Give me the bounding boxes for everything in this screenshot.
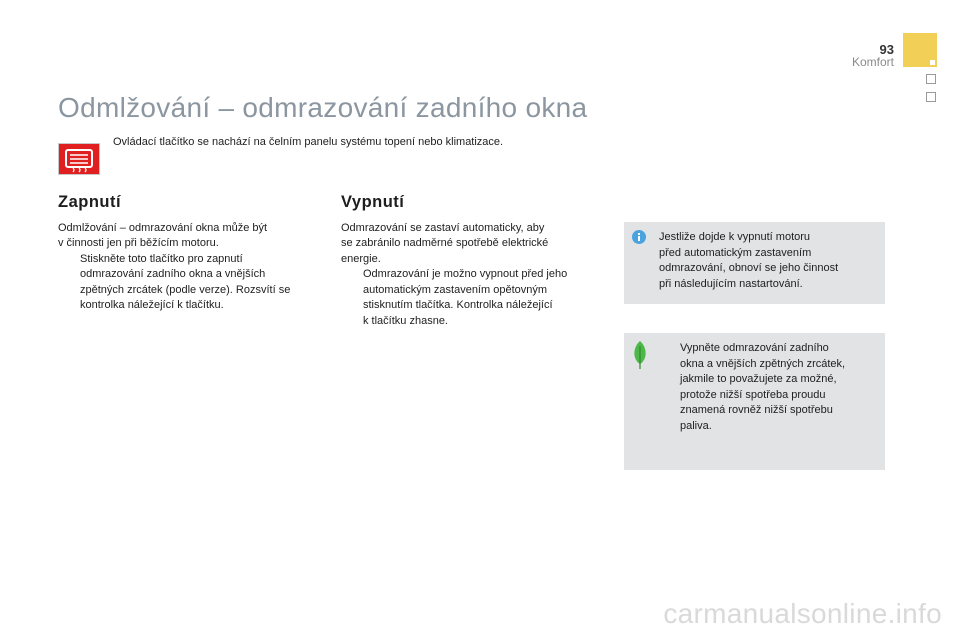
zapnuti-heading: Zapnutí [58,193,122,211]
zapnuti-bullet: Stiskněte toto tlačítko pro zapnutí odmrazování zadního okna a vnějších zpětných zrcátek (podle verze). Rozsvítí se kontrolka náležející k tlačítku. [80,252,291,311]
info-icon [632,230,646,244]
vypnuti-text: se zabránilo nadměrné spotřebě elektrické [341,237,549,249]
intro-text: Ovládací tlačítko se nachází na čelním panelu systému topení nebo klimatizace. [113,136,504,148]
info-note-text: Jestliže dojde k vypnutí motoru [659,231,811,243]
eco-note-text: okna a vnějších zpětných zrcátek, [680,357,846,370]
section-name: Komfort [851,55,894,69]
info-note-text: před automatickým zastavením [659,246,812,259]
chapter-tab-active[interactable] [903,33,937,67]
eco-note-text: protože nižší spotřeba proudu [680,388,826,401]
vypnuti-bullet: Odmrazování je možno vypnout před jeho automatickým zastavením opětovným stisknutím tlačítka. Kontrolka náležející k tlačítku zhasne. [363,268,568,327]
chapter-tab[interactable] [926,74,936,84]
info-note-box [624,222,885,304]
leaf-icon [632,340,648,370]
zapnuti-section [58,195,328,314]
info-note-text: při následujícím nastartování. [659,277,803,290]
rear-defrost-button-image [58,143,100,175]
vypnuti-section [341,195,606,329]
watermark: carmanualsonline.info [663,598,942,629]
chapter-tab[interactable] [926,92,936,102]
vypnuti-heading: Vypnutí [341,193,405,211]
eco-note-text: znamená rovněž nižší spotřebu [680,404,833,416]
zapnuti-text: v činnosti jen při běžícím motoru. [58,237,219,249]
eco-note-text: Vypněte odmrazování zadního [680,342,829,354]
page-number: 93 [879,42,894,57]
eco-note-box [624,333,885,470]
zapnuti-text: Odmlžování – odmrazování okna může být [58,221,268,234]
page-title: Odmlžování – odmrazování zadního okna [58,92,588,123]
info-note-text: odmrazování, obnoví se jeho činnost [659,262,839,274]
eco-note-text: paliva. [680,419,712,432]
vypnuti-text: energie. [341,252,381,265]
rear-defrost-icon [59,144,99,174]
eco-note-text: jakmile to považujete za možné, [680,373,837,385]
vypnuti-text: Odmrazování se zastaví automaticky, aby [341,221,545,234]
